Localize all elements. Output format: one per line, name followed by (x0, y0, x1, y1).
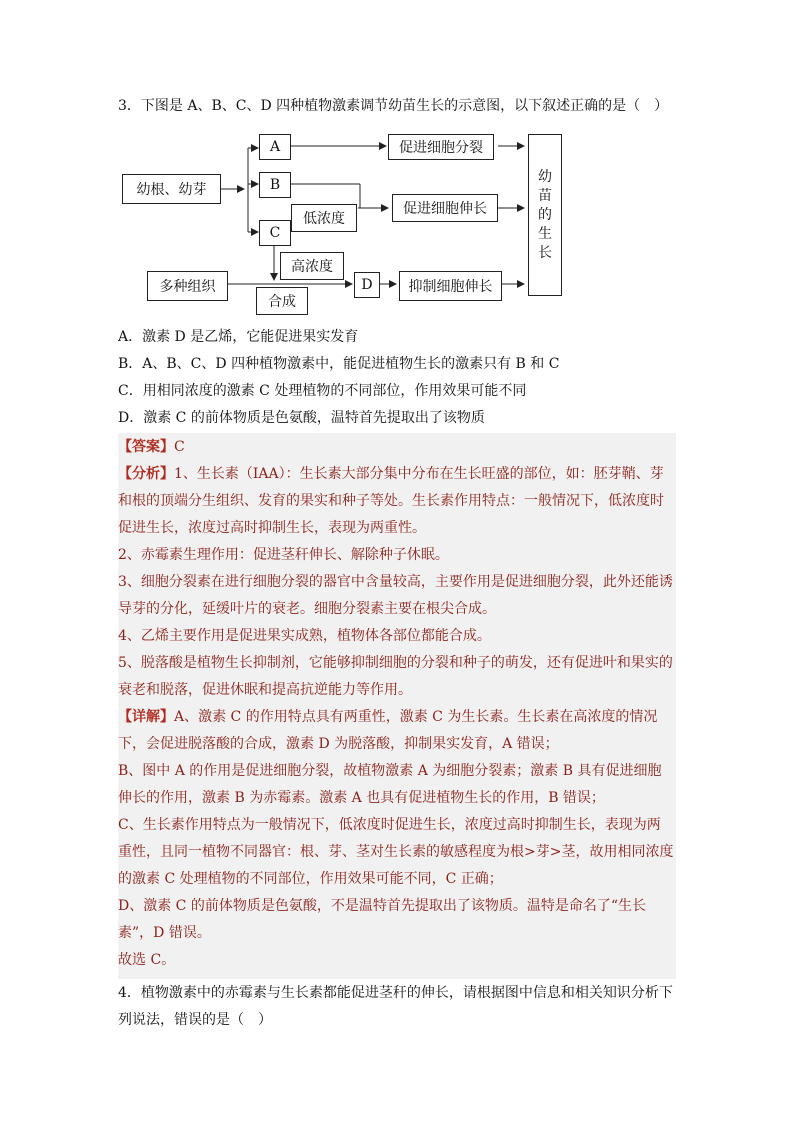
box-hormone-d: D (354, 272, 380, 298)
question-4-stem: 4．植物激素中的赤霉素与生长素都能促进茎秆的伸长，请根据图中信息和相关知识分析下列说法，错误的是（ ） (118, 985, 673, 1028)
hormone-diagram (118, 128, 568, 318)
box-root-bud: 幼根、幼芽 (122, 174, 221, 204)
analysis-line-2: 2、赤霉素生理作用：促进茎秆伸长、解除种子休眠。 (118, 547, 449, 563)
analysis-line-1: 【分析】1、生长素（IAA）：生长素大部分集中分布在生长旺盛的部位，如：胚芽鞘、芽和根的顶端分生组织、发育的果实和种子等处。生长素作用特点：一般情况下，低浓度时促进生长，浓度过高时抑制生长，表现为两重性。 (118, 466, 664, 536)
answer-tag: 【答案】 (118, 439, 174, 455)
box-various-tissues: 多种组织 (147, 271, 228, 301)
detail-line-a: 【详解】A、激素 C 的作用特点具有两重性，激素 C 为生长素。生长素在高浓度的情况下，会促进脱落酸的合成，激素 D 为脱落酸，抑制果实发育，A 错误； (118, 709, 658, 752)
detail-line-b: B、图中 A 的作用是促进细胞分裂，故植物激素 A 为细胞分裂素；激素 B 具有促进细胞伸长的作用，激素 B 为赤霉素。激素 A 也具有促进植物生长的作用，B 错误； (118, 763, 662, 806)
answer-line (118, 434, 674, 461)
option-b: B．A、B、C、D 四种植物激素中，能促进植物生长的激素只有 B 和 C (118, 356, 560, 372)
option-c: C．用相同浓度的激素 C 处理植物的不同部位，作用效果可能不同 (118, 383, 527, 399)
box-hormone-a: A (259, 134, 291, 160)
analysis-tag: 【分析】 (118, 466, 174, 482)
answer-section (118, 434, 674, 974)
analysis-line-4: 4、乙烯主要作用是促进果实成熟，植物体各部位都能合成。 (118, 628, 491, 644)
box-inhibit-elongation: 抑制细胞伸长 (399, 271, 502, 301)
question-3-stem: 3．下图是 A、B、C、D 四种植物激素调节幼苗生长的示意图，以下叙述正确的是（ ） (118, 98, 669, 114)
detail-tag: 【详解】 (118, 709, 174, 725)
option-a: A．激素 D 是乙烯，它能促进果实发育 (118, 329, 359, 345)
box-low-concentration: 低浓度 (291, 204, 357, 232)
box-promote-division: 促进细胞分裂 (388, 134, 494, 160)
option-d: D．激素 C 的前体物质是色氨酸，温特首先提取出了该物质 (118, 410, 485, 426)
detail-conclusion: 故选 C。 (118, 952, 176, 968)
box-high-concentration: 高浓度 (280, 252, 344, 280)
analysis-line-5: 5、脱落酸是植物生长抑制剂，它能够抑制细胞的分裂和种子的萌发，还有促进叶和果实的衰老和脱落，促进休眠和提高抗逆能力等作用。 (118, 655, 673, 698)
box-seedling-growth: 幼苗的生长 (528, 134, 562, 296)
detail-line-d: D、激素 C 的前体物质是色氨酸，不是温特首先提取出了该物质。温特是命名了“生长素”，D 错误。 (118, 898, 646, 941)
question-3-options (118, 324, 559, 432)
box-promote-elongation: 促进细胞伸长 (392, 194, 498, 222)
analysis-line-3: 3、细胞分裂素在进行细胞分裂的器官中含量较高，主要作用是促进细胞分裂，此外还能诱导芽的分化，延缓叶片的衰老。细胞分裂素主要在根尖合成。 (118, 574, 673, 617)
box-hormone-b: B (259, 172, 291, 198)
answer-value: C (174, 439, 185, 455)
box-synthesis: 合成 (256, 287, 308, 315)
box-hormone-c: C (259, 220, 291, 246)
detail-line-c: C、生长素作用特点为一般情况下，低浓度时促进生长，浓度过高时抑制生长，表现为两重性，且同一植物不同器官：根、芽、茎对生长素的敏感程度为根>芽>茎，故用相同浓度的激素 C 处理植物的不同部位，作用效果可能不同，C 正确； (118, 817, 674, 887)
